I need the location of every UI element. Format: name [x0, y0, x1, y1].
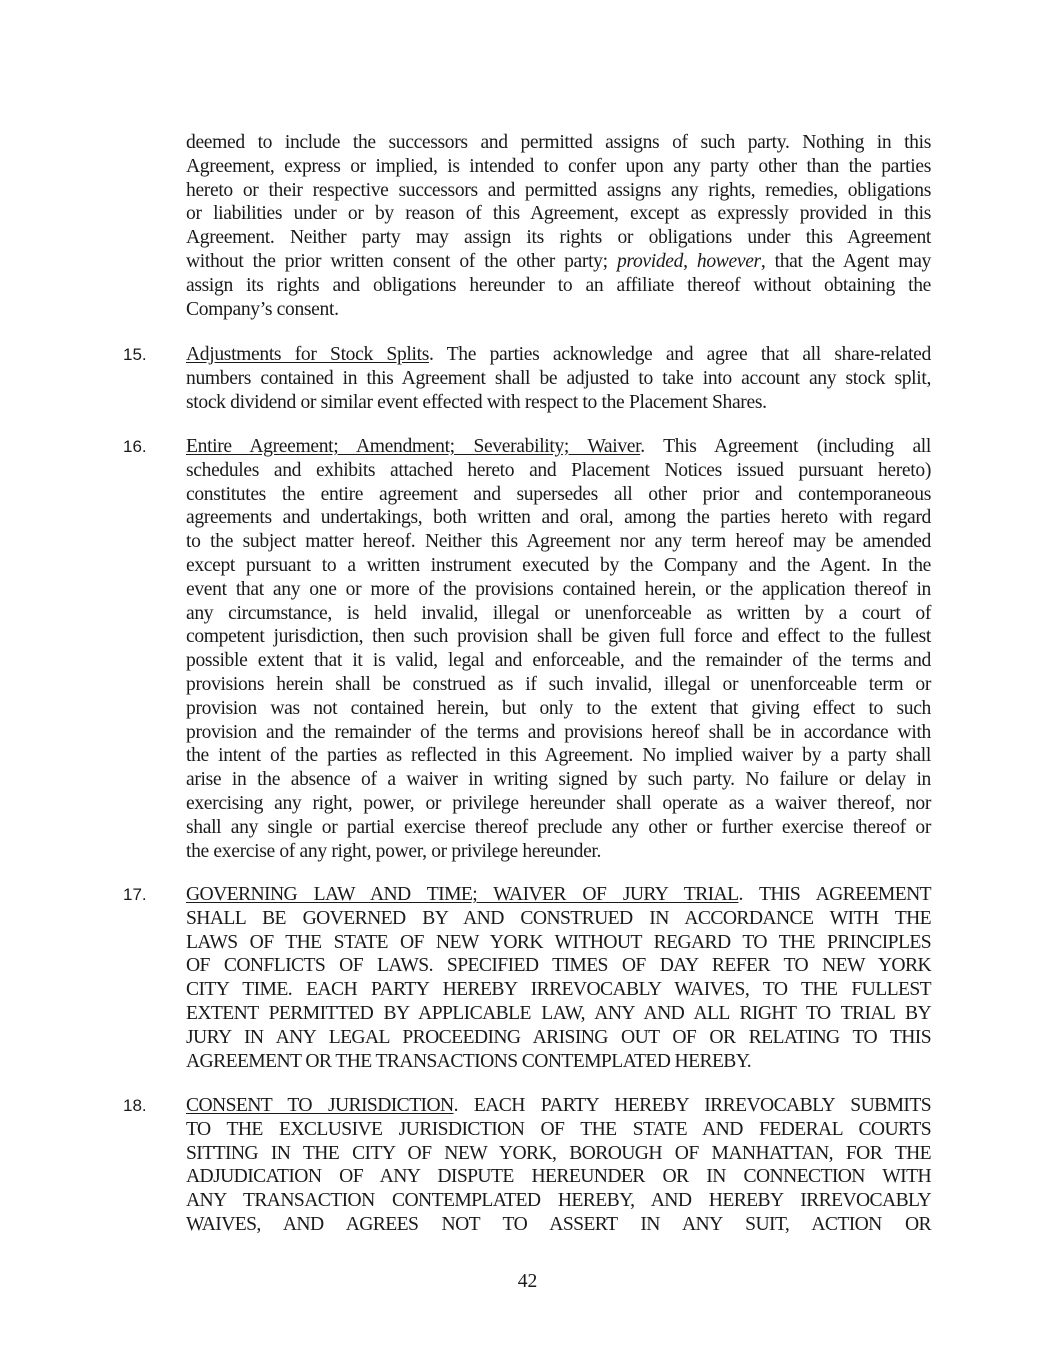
text-line: possible extent that it is valid, legal and enforceable, and the remainder of the terms and: [186, 650, 931, 672]
text-line: provision and the remainder of the terms and provisions hereof shall be in accordance with: [186, 721, 931, 743]
text-line: provision was not contained herein, but only to the extent that giving effect to such: [186, 697, 931, 719]
text-line: the intent of the parties as reflected in this Agreement. No implied waiver by a party shall: [186, 745, 931, 767]
text-line: Company’s consent.: [186, 298, 339, 320]
text-span: without the prior written consent of the other party;: [186, 250, 617, 272]
text-line: or liabilities under or by reason of this Agreement, except as expressly provided in this: [186, 203, 931, 225]
text-line: the exercise of any right, power, or privilege hereunder.: [186, 840, 602, 862]
italic-term: provided: [616, 250, 684, 272]
text-line: ADJUDICATION OF ANY DISPUTE HEREUNDER OR IN CONNECTION WITH: [186, 1166, 931, 1188]
text-line: TO THE EXCLUSIVE JURISDICTION OF THE STATE AND FEDERAL COURTS: [186, 1118, 931, 1140]
continuation-paragraph: [186, 131, 931, 321]
section-number: 16.: [123, 437, 147, 456]
text-line: to the subject matter hereof. Neither this Agreement nor any term hereof may be amended: [186, 531, 931, 553]
text-line: JURY IN ANY LEGAL PROCEEDING ARISING OUT OF OR RELATING TO THIS: [186, 1026, 931, 1048]
section-number: 15.: [123, 345, 147, 364]
text-line: competent jurisdiction, then such provision shall be given full force and effect to the fullest: [186, 626, 931, 648]
section-heading: CONSENT TO JURISDICTION: [186, 1095, 454, 1116]
text-line: SITTING IN THE CITY OF NEW YORK, BOROUGH OF MANHATTAN, FOR THE: [186, 1142, 931, 1164]
section-16: [186, 435, 931, 863]
text-line: OF CONFLICTS OF LAWS. SPECIFIED TIMES OF DAY REFER TO NEW YORK: [186, 955, 931, 977]
text-line: SHALL BE GOVERNED BY AND CONSTRUED IN ACCORDANCE WITH THE: [186, 907, 931, 929]
text-line: assign its rights and obligations hereunder to an affiliate thereof without obtaining the: [186, 274, 931, 296]
text-line: deemed to include the successors and permitted assigns of such party. Nothing in this: [186, 132, 931, 153]
section-18: [186, 1094, 931, 1237]
text-span: . EACH PARTY HEREBY IRREVOCABLY SUBMITS: [453, 1095, 931, 1116]
text-line: [186, 435, 931, 459]
text-line: event that any one or more of the provisions contained herein, or the application thereof in: [186, 578, 931, 600]
text-span: . This Agreement (including all: [640, 436, 931, 457]
text-line: Agreement. Neither party may assign its rights or obligations under this Agreement: [186, 227, 931, 249]
section-15: [186, 343, 931, 414]
text-line: Agreement, express or implied, is intended to confer upon any party other than the parties: [186, 155, 931, 177]
section-number: 17.: [123, 885, 147, 904]
text-line: [186, 343, 931, 367]
text-line: [186, 883, 931, 907]
text-line: shall any single or partial exercise thereof preclude any other or further exercise thereof or: [186, 816, 931, 838]
text-line: numbers contained in this Agreement shall be adjusted to take into account any stock split,: [186, 367, 931, 389]
text-span: , that the Agent may: [760, 250, 931, 272]
text-span: ,: [683, 250, 697, 272]
text-line: ANY TRANSACTION CONTEMPLATED HEREBY, AND HEREBY IRREVOCABLY: [186, 1190, 931, 1212]
text-line: exercising any right, power, or privilege hereunder shall operate as a waiver thereof, nor: [186, 792, 931, 814]
italic-term: however: [696, 250, 761, 272]
page-number: 42: [517, 1271, 538, 1292]
text-line: schedules and exhibits attached hereto and Placement Notices issued pursuant hereto): [186, 459, 931, 481]
text-line: WAIVES, AND AGREES NOT TO ASSERT IN ANY SUIT, ACTION OR: [186, 1213, 931, 1235]
text-line: stock dividend or similar event effected with respect to the Placement Shares.: [186, 391, 767, 413]
text-line: LAWS OF THE STATE OF NEW YORK WITHOUT REGARD TO THE PRINCIPLES: [186, 931, 931, 953]
section-number: 18.: [123, 1096, 147, 1115]
text-line: agreements and undertakings, both written and oral, among the parties hereto with regard: [186, 507, 931, 529]
text-line: [186, 250, 931, 274]
section-17: [186, 883, 931, 1073]
text-line: hereto or their respective successors and permitted assigns any rights, remedies, obligations: [186, 179, 931, 201]
text-line: CITY TIME. EACH PARTY HEREBY IRREVOCABLY WAIVES, TO THE FULLEST: [186, 979, 931, 1001]
section-heading: Entire Agreement; Amendment; Severability; Waiver: [186, 436, 641, 457]
text-line: AGREEMENT OR THE TRANSACTIONS CONTEMPLATED HEREBY.: [186, 1050, 752, 1072]
text-line: any circumstance, is held invalid, illegal or unenforceable as written by a court of: [186, 602, 931, 624]
text-line: EXTENT PERMITTED BY APPLICABLE LAW, ANY AND ALL RIGHT TO TRIAL BY: [186, 1002, 931, 1024]
text-span: . The parties acknowledge and agree that all share-related: [428, 344, 931, 365]
section-heading: Adjustments for Stock Splits: [186, 344, 429, 365]
text-line: provisions herein shall be construed as if such invalid, illegal or unenforceable term or: [186, 673, 931, 695]
section-heading: GOVERNING LAW AND TIME; WAIVER OF JURY TRIAL: [186, 884, 739, 905]
text-line: constitutes the entire agreement and supersedes all other prior and contemporaneous: [186, 483, 931, 505]
text-line: arise in the absence of a waiver in writing signed by such party. No failure or delay in: [186, 769, 931, 791]
text-span: . THIS AGREEMENT: [738, 884, 931, 905]
text-line: [186, 1094, 931, 1118]
text-line: except pursuant to a written instrument executed by the Company and the Agent. In the: [186, 554, 931, 576]
